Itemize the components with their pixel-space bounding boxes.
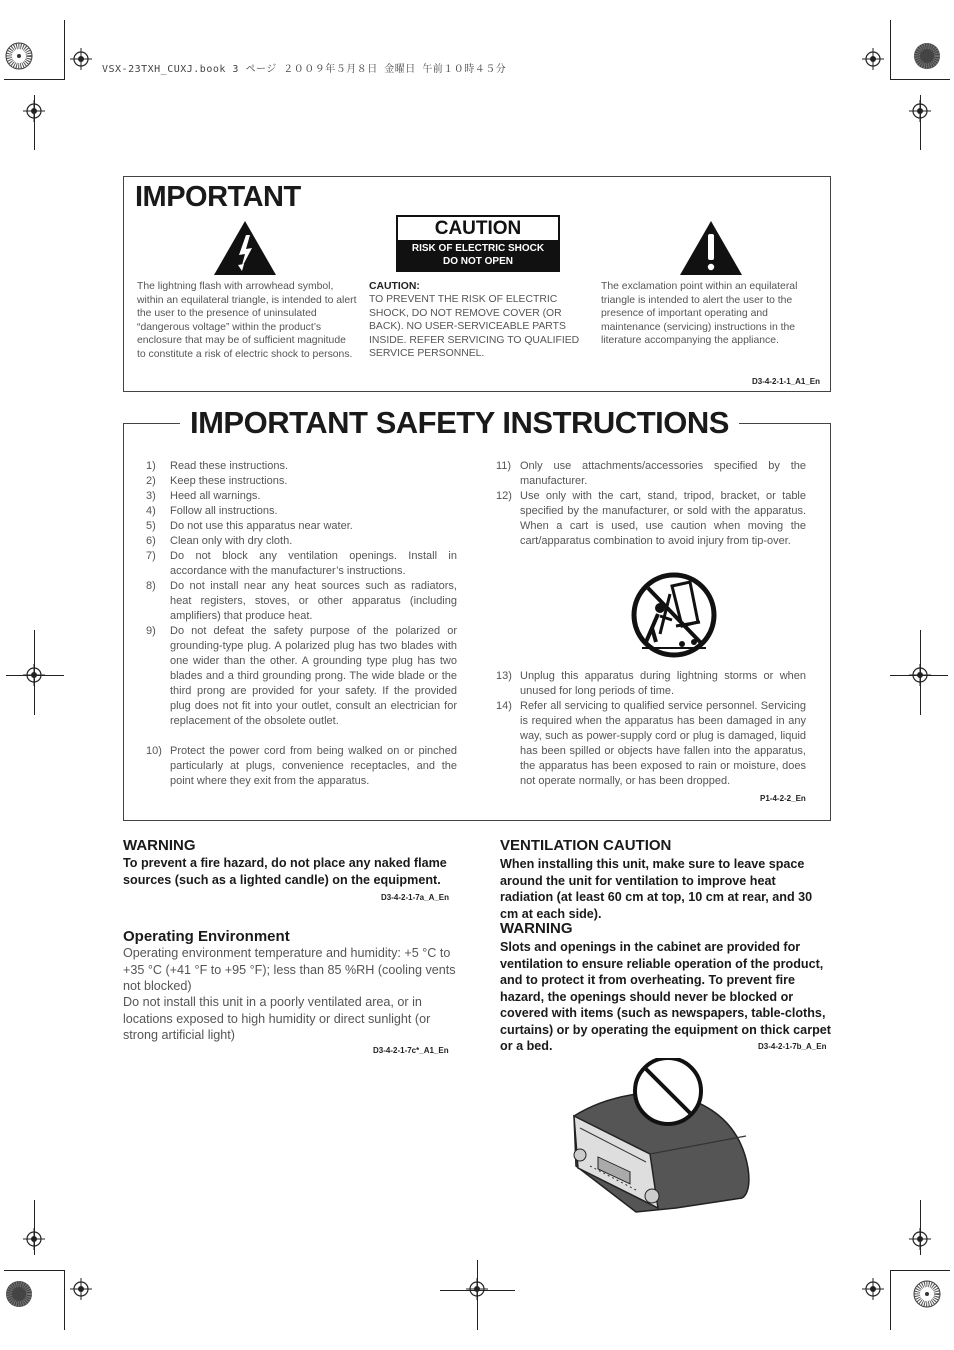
- exclamation-warning-icon: [678, 219, 744, 277]
- registration-mark-icon: [466, 1278, 488, 1300]
- safety-list-right: 11) Only use attachments/accessories specified by the manufacturer. 12) Use only with the cart, stand, tripod, bracket, or table specified by the manufacturer, or sold with the apparatus. When a cart is used, use caution when moving the cart/apparatus combination to avoid injury from tip-over. 13) Unplug this apparatus during lightning storms or when unused for long periods of time. 14) Refer all servicing to qualified service personnel. Servicing is required when the apparatus has been damaged in any way, such as power-supply cord or plug is damaged, liquid has been spilled or objects have fallen into the apparatus, the apparatus has been exposed to rain or moisture, does not operate normally, or has been dropped.: [496, 460, 806, 787]
- registration-mark-icon: [70, 48, 92, 70]
- operating-environment-heading: Operating Environment: [123, 928, 290, 945]
- color-target-icon: [913, 1280, 941, 1308]
- registration-mark-icon: [909, 100, 931, 122]
- important-box: [123, 176, 831, 392]
- registration-mark-icon: [862, 1278, 884, 1300]
- center-caution-heading: CAUTION:: [369, 281, 420, 292]
- registration-mark-icon: [23, 100, 45, 122]
- cart-tipover-warning-icon: [630, 572, 718, 658]
- safety-title: IMPORTANT SAFETY INSTRUCTIONS: [180, 405, 739, 441]
- color-target-icon: [913, 42, 941, 70]
- operating-environment-p2: Do not install this unit in a poorly ventilated area, or in locations exposed to high humidity or direct sunlight (or strong artificial light): [123, 995, 431, 1042]
- caution-label-line1: RISK OF ELECTRIC SHOCK: [411, 243, 545, 254]
- operating-environment-code: D3-4-2-1-7c*_A1_En: [373, 1046, 449, 1055]
- registration-mark-icon: [909, 664, 931, 686]
- warning-left-heading: WARNING: [123, 837, 196, 854]
- safety-list-left: 1) Read these instructions. 2) Keep these instructions. 3) Heed all warnings. 4) Follow all instructions. 5) Do not use this apparatus near water. 6) Clean only with dry cloth. 7) Do not block any ventilation openings. Install in accordance with the manufacturer’s instructions. 8) Do not install near any heat sources such as radiators, heat registers, stoves, or other apparatus (including amplifiers) that produce heat. 9) Do not defeat the safety purpose of the polarized or grounding-type plug. A polarized plug has two blades with one wider than the other. A grounding type plug has two blades and a third grounding prong. The wide blade or the third prong are provided for your safety. If the provided plug does not fit into your outlet, consult an electrician for replacement of the obsolete outlet. 10) Protect the power cord from being walked on or pinched particularly at plugs, convenience receptacles, and the point where they exit from the apparatus.: [146, 460, 457, 787]
- lightning-warning-icon: [212, 219, 278, 277]
- caution-label-line2: DO NOT OPEN: [442, 256, 513, 267]
- warning-right-code: D3-4-2-1-7b_A_En: [758, 1042, 827, 1051]
- operating-environment-p1: Operating environment temperature and humidity: +5 °C to +35 °C (+41 °F to +95 °F); less than 85 %RH (cooling vents not blocked): [123, 946, 456, 993]
- center-caution-text: TO PREVENT THE RISK OF ELECTRIC SHOCK, DO NOT REMOVE COVER (OR BACK). NO USER-SERVICEABLE PARTS INSIDE. REFER SERVICING TO QUALIFIED SERVICE PERSONNEL.: [369, 294, 580, 359]
- document-code: D3-4-2-1-1_A1_En: [751, 377, 820, 386]
- warning-right-text: Slots and openings in the cabinet are provided for ventilation to ensure reliable operation of the product, and to protect it from overheating. To prevent fire hazard, the openings should never be blocked or covered with items (such as newspapers, table-cloths, curtains) or by operating the equipment on thick carpet or a bed.: [500, 940, 831, 1053]
- registration-mark-icon: [70, 1278, 92, 1300]
- lightning-description: The lightning flash with arrowhead symbol, within an equilateral triangle, is intended to alert the user to the presence of uninsulated “dangerous voltage” within the product’s enclosure that may be of sufficient magnitude to constitute a risk of electric shock to persons.: [137, 281, 357, 360]
- caution-label: [396, 215, 560, 272]
- registration-mark-icon: [23, 1228, 45, 1250]
- book-header-line: VSX-23TXH_CUXJ.book 3 ページ ２００９年５月８日 金曜日 午前１０時４５分: [102, 64, 507, 75]
- registration-mark-icon: [23, 664, 45, 686]
- color-target-icon: [5, 42, 33, 70]
- ventilation-caution-text: When installing this unit, make sure to leave space around the unit for ventilation to improve heat radiation (at least 60 cm at top, 10 cm at rear, and 30 cm at each side).: [500, 857, 813, 921]
- warning-left-code: D3-4-2-1-7a_A_En: [381, 893, 450, 902]
- registration-mark-icon: [862, 48, 884, 70]
- warning-left-text: To prevent a fire hazard, do not place any naked flame sources (such as a lighted candle) on the equipment.: [123, 856, 447, 887]
- caution-label-title: CAUTION: [434, 218, 522, 239]
- covered-receiver-illustration: [566, 1058, 758, 1220]
- exclamation-description: The exclamation point within an equilateral triangle is intended to alert the user to the presence of important operating and maintenance (servicing) instructions in the literature accompanying the appliance.: [601, 281, 798, 346]
- registration-mark-icon: [909, 1228, 931, 1250]
- color-target-icon: [5, 1280, 33, 1308]
- warning-right-heading: WARNING: [500, 920, 573, 937]
- caution-label-subtitle: [398, 240, 558, 270]
- important-title: IMPORTANT: [135, 181, 301, 213]
- ventilation-caution-heading: VENTILATION CAUTION: [500, 837, 672, 854]
- safety-code: P1-4-2-2_En: [760, 794, 806, 803]
